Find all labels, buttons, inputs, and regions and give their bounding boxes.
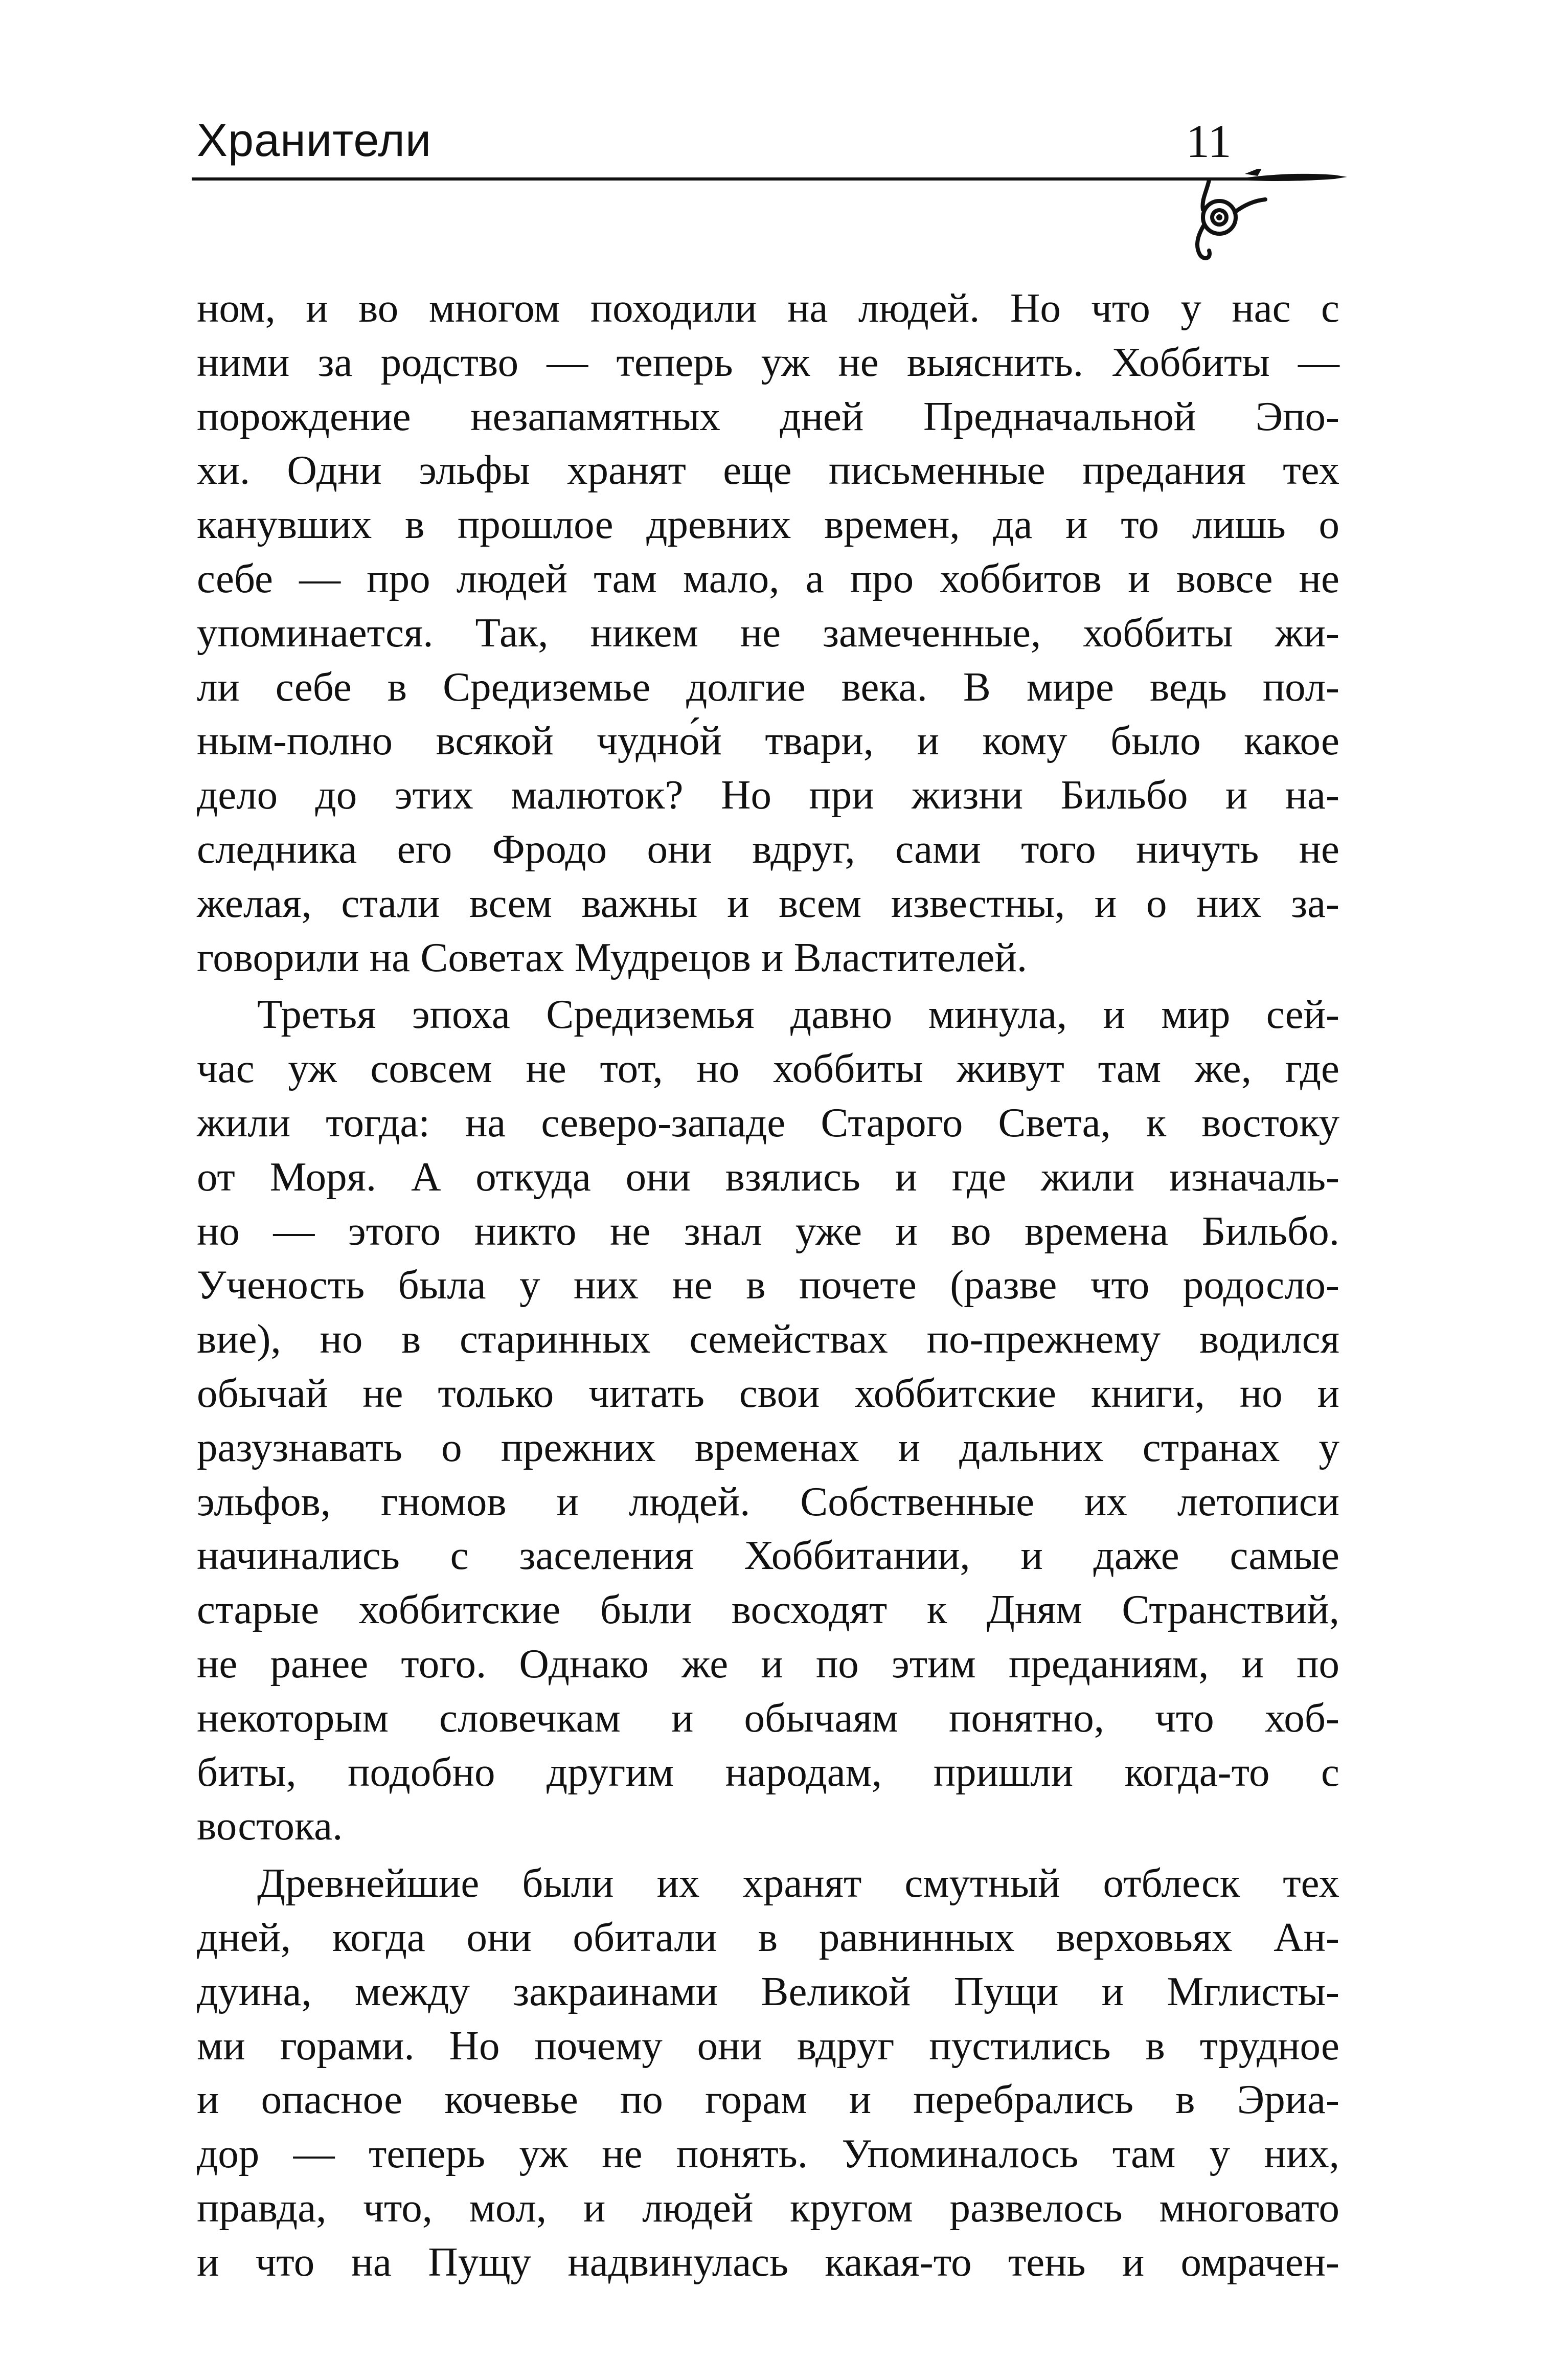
text-line: Ученость была у них не в почете (разве что родосло- xyxy=(197,1262,1339,1308)
text-line: порождение незапамятных дней Предначальной Эпо- xyxy=(197,393,1339,439)
text-line: желая, стали всем важны и всем известны, и о них за- xyxy=(197,880,1339,926)
header-rule-ornament xyxy=(192,169,1347,266)
text-line: биты, подобно другим народам, пришли когда-то с xyxy=(197,1748,1339,1795)
text-line: вие), но в старинных семействах по-прежнему водился xyxy=(197,1316,1339,1362)
page-number: 11 xyxy=(1186,115,1232,167)
paragraph-3 xyxy=(197,1856,1339,2289)
text-line: и опасное кочевье по горам и перебрались в Эриа- xyxy=(197,2076,1339,2123)
text-line: час уж совсем не тот, но хоббиты живут там же, где xyxy=(197,1045,1339,1092)
text-line: канувших в прошлое древних времен, да и то лишь о xyxy=(197,501,1339,548)
text-line: дуина, между закраинами Великой Пущи и Мглисты- xyxy=(197,1968,1339,2014)
text-line: следника его Фродо они вдруг, сами того ничуть не xyxy=(197,825,1339,872)
text-line: но — этого никто не знал уже и во времена Бильбо. xyxy=(197,1207,1339,1254)
text-line: говорили на Советах Мудрецов и Властителей. xyxy=(197,934,1028,980)
text-line: дело до этих малюток? Но при жизни Бильбо и на- xyxy=(197,772,1339,818)
paragraph-2 xyxy=(197,987,1339,1853)
text-line: ми горами. Но почему они вдруг пустились в трудное xyxy=(197,2022,1339,2069)
text-line: дней, когда они обитали в равнинных верховьях Ан- xyxy=(197,1914,1339,1960)
text-line: хи. Одни эльфы хранят еще письменные предания тех xyxy=(197,447,1339,493)
text-line: себе — про людей там мало, а про хоббитов и вовсе не xyxy=(197,555,1339,601)
text-line: Древнейшие были их хранят смутный отблеск тех xyxy=(257,1860,1339,1906)
body-text xyxy=(197,281,1339,2289)
text-line: ними за родство — теперь уж не выяснить. Хоббиты — xyxy=(197,339,1339,385)
text-line: и что на Пущу надвинулась какая-то тень и омрачен- xyxy=(197,2238,1339,2285)
running-title: Хранители xyxy=(197,115,432,166)
text-line: ли себе в Средиземье долгие века. В мире ведь пол- xyxy=(197,663,1339,710)
text-line: эльфов, гномов и людей. Собственные их летописи xyxy=(197,1478,1339,1524)
text-line: упоминается. Так, никем не замеченные, хоббиты жи- xyxy=(197,609,1339,656)
text-line: не ранее того. Однако же и по этим преданиям, и по xyxy=(197,1640,1339,1687)
text-line: востока. xyxy=(197,1803,343,1849)
text-line: обычай не только читать свои хоббитские книги, но и xyxy=(197,1369,1339,1416)
text-line: дор — теперь уж не понять. Упоминалось там у них, xyxy=(197,2130,1339,2177)
text-line: старые хоббитские были восходят к Дням Странствий, xyxy=(197,1586,1339,1633)
text-line: разузнавать о прежних временах и дальних странах у xyxy=(197,1424,1339,1470)
text-line: начинались с заселения Хоббитании, и даже самые xyxy=(197,1532,1339,1579)
text-line: от Моря. А откуда они взялись и где жили изначаль- xyxy=(197,1153,1339,1200)
text-line: правда, что, мол, и людей кругом развелось многовато xyxy=(197,2184,1339,2231)
text-line: жили тогда: на северо-западе Старого Света, к востоку xyxy=(197,1099,1339,1146)
text-line: Третья эпоха Средиземья давно минула, и мир сей- xyxy=(257,991,1339,1038)
text-line: ным-полно всякой чудно́й твари, и кому было какое xyxy=(197,717,1339,764)
paragraph-1 xyxy=(197,281,1339,984)
text-line: ном, и во многом походили на людей. Но что у нас с xyxy=(197,285,1339,331)
text-line: некоторым словечкам и обычаям понятно, что хоб- xyxy=(197,1694,1339,1741)
